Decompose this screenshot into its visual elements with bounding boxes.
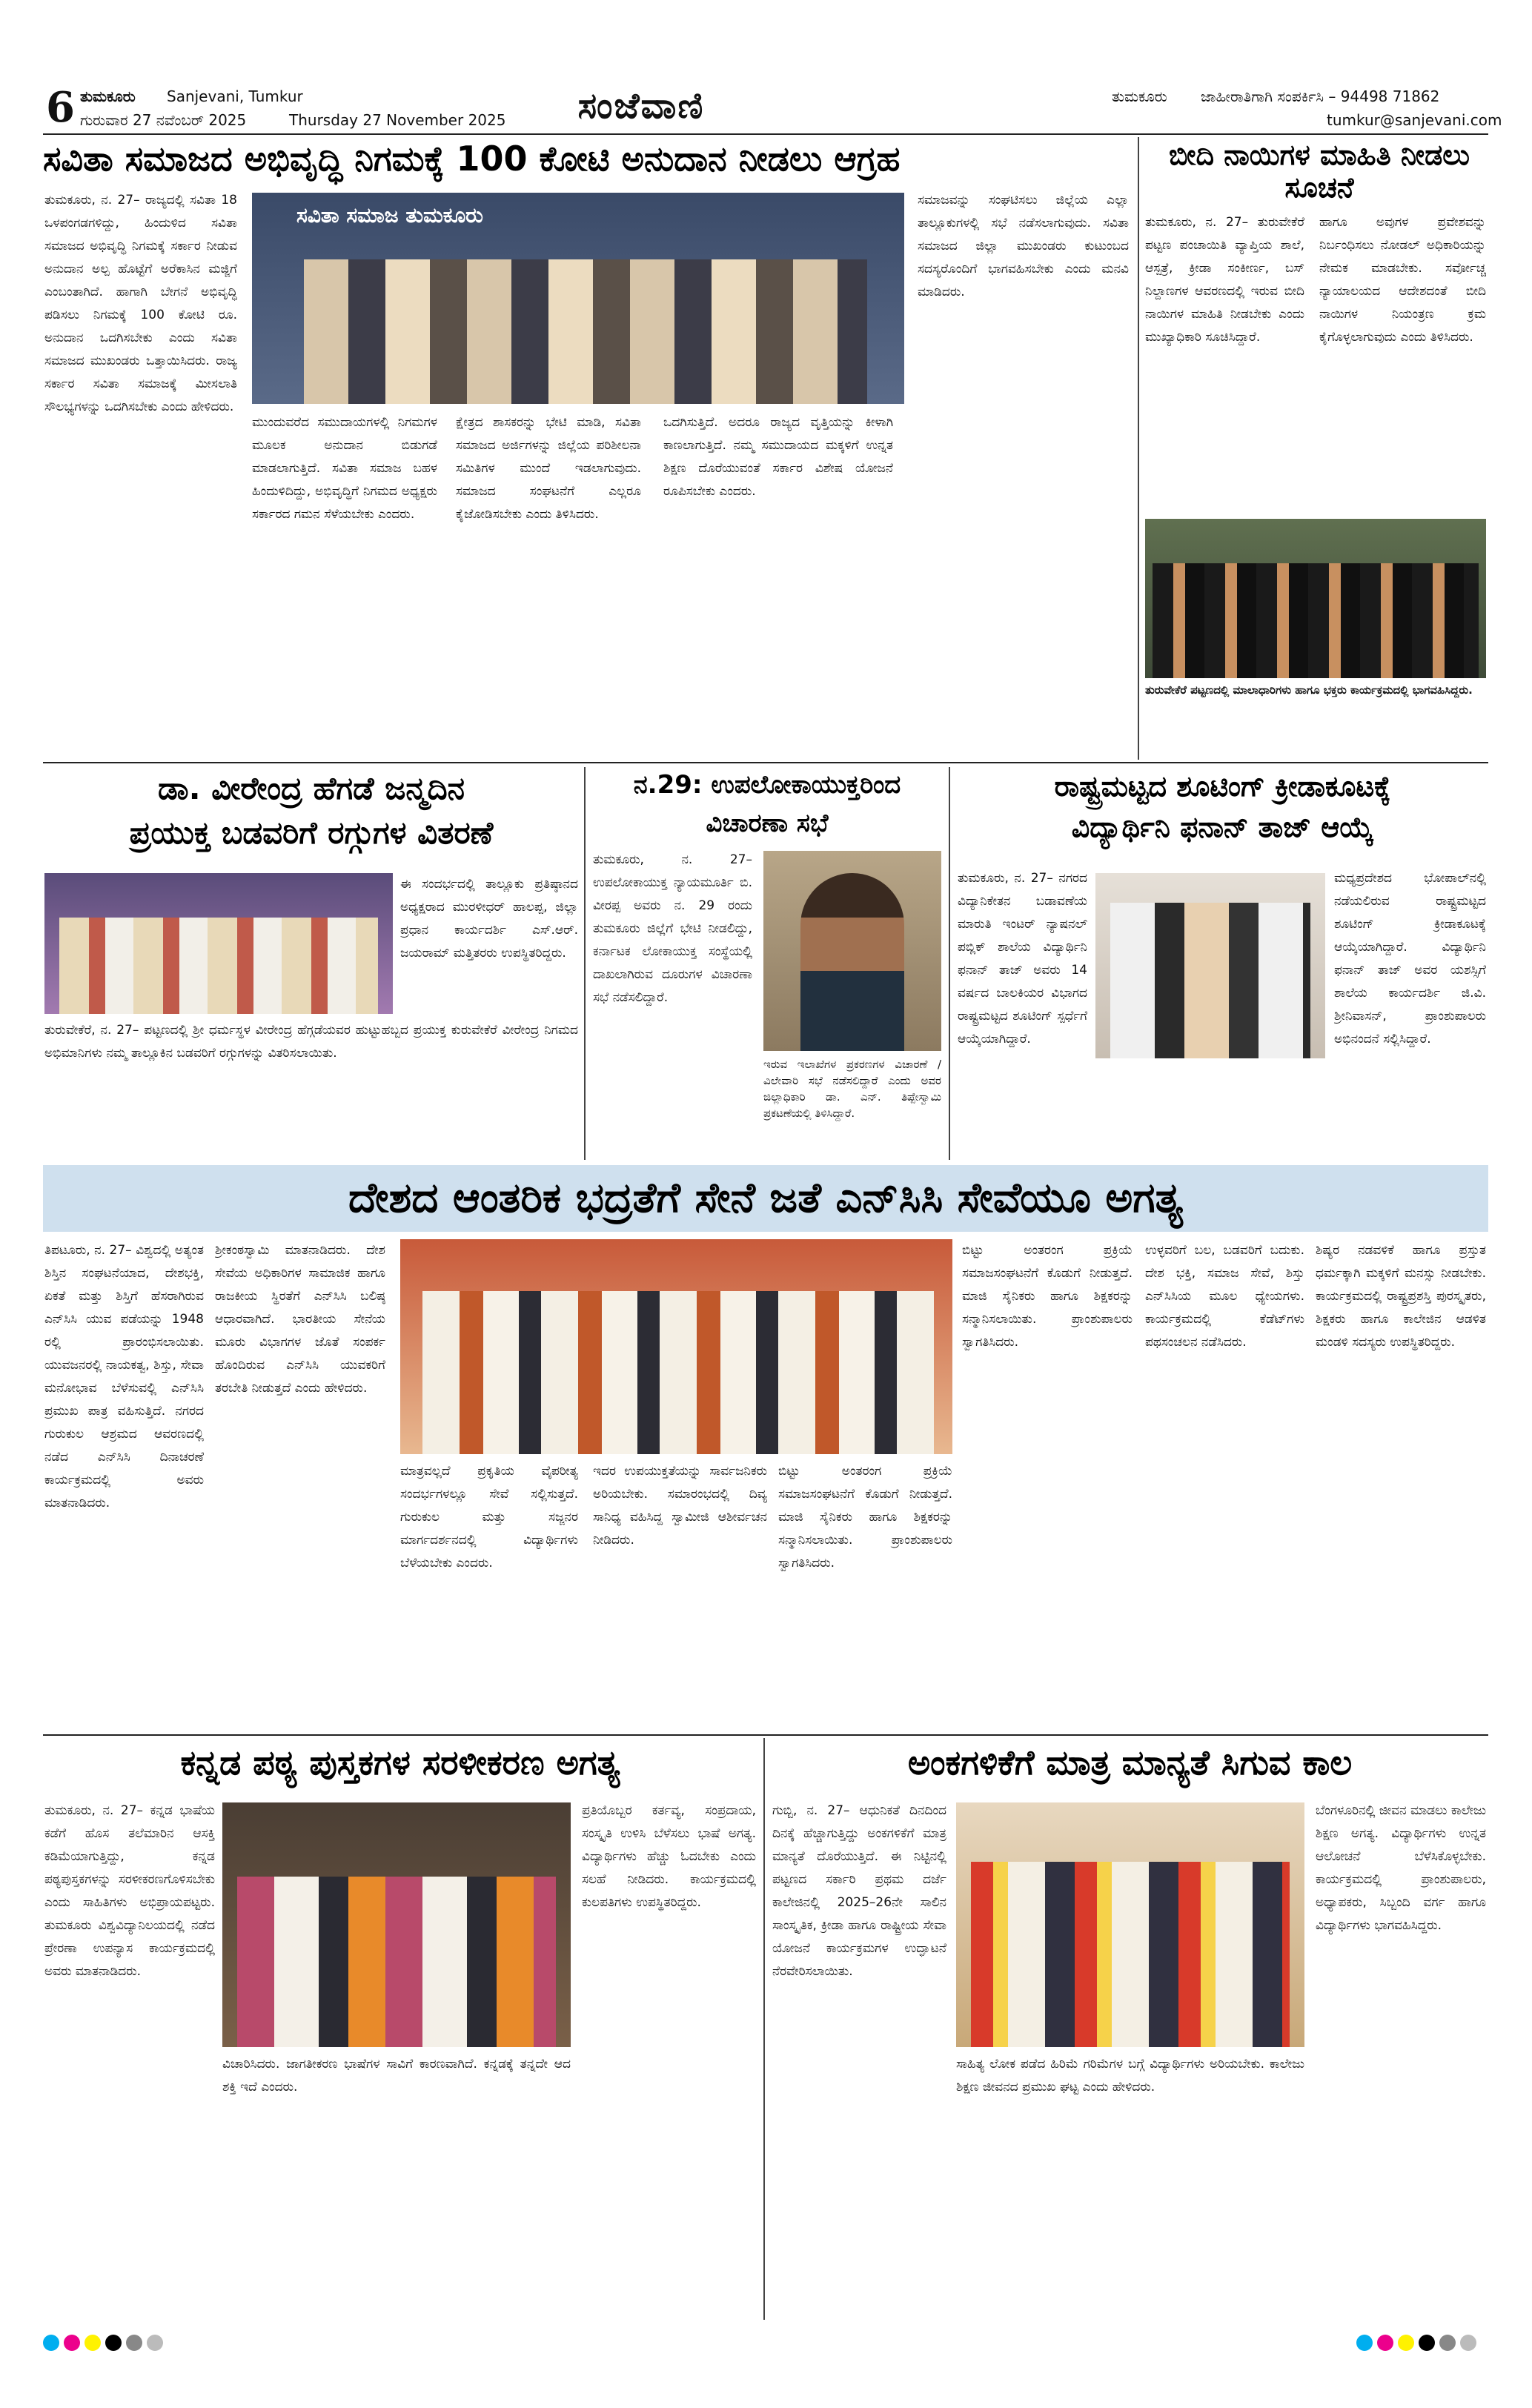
ncc-headline: ದೇಶದ ಆಂತರಿಕ ಭದ್ರತೆಗೆ ಸೇನೆ ಜತೆ ಎನ್‌ಸಿಸಿ ಸೇವೆಯೂ ಅಗತ್ಯ (348, 1173, 1183, 1222)
ncc-col5: ಬಿಟ್ಟು ಅಂತರಂಗ ಪ್ರಕ್ರಿಯೆ ಸಮಾಜಸಂಘಟನೆಗೆ ಕೊಡುಗೆ ನೀಡುತ್ತದೆ. ಮಾಜಿ ಸೈನಿಕರು ಹಾಗೂ ಶಿಕ್ಷಕರನ್ನು ಸನ್ಮಾನಿಸಲಾಯಿತು. ಪ್ರಾಂಶುಪಾಲರು ಸ್ವಾಗತಿಸಿದರು. (778, 1464, 952, 1570)
dogs-col1: ತುಮಕೂರು, ನ. 27– ತುರುವೇಕೆರೆ ಪಟ್ಟಣ ಪಂಚಾಯಿತಿ ವ್ಯಾಪ್ತಿಯ ಶಾಲೆ, ಆಸ್ಪತ್ರೆ, ಕ್ರೀಡಾ ಸಂಕೀರ್ಣ, ಬಸ್ ನಿಲ್ದಾಣಗಳ ಆವರಣದಲ್ಲಿ ಇರುವ ಬೀದಿ ನಾಯಿಗಳ ಮಾಹಿತಿ ನೀಡಬೇಕು ಎಂದು ಮುಖ್ಯಾಧಿಕಾರಿ ಸೂಚಿಸಿದ್ದಾರೆ. (1145, 215, 1304, 345)
ncc-photo-people (422, 1291, 934, 1454)
ncc-col1: ತಿಪಟೂರು, ನ. 27– ವಿಶ್ವದಲ್ಲಿ ಅತ್ಯಂತ ಶಿಸ್ತಿನ ಸಂಘಟನೆಯಾದ, ದೇಶಭಕ್ತಿ, ಏಕತೆ ಮತ್ತು ಶಿಸ್ತಿಗೆ ಹೆಸರಾಗಿರುವ ಎನ್‌ಸಿಸಿ ಯುವ ಪಡೆಯನ್ನು 1948 ರಲ್ಲಿ ಪ್ರಾರಂಭಿಸಲಾಯಿತು. ಯುವಜನರಲ್ಲಿ ನಾಯಕತ್ವ, ಶಿಸ್ತು, ಸೇವಾ ಮನೋಭಾವ ಬೆಳೆಸುವಲ್ಲಿ ಎನ್‌ಸಿಸಿ ಪ್ರಮುಖ ಪಾತ್ರ ವಹಿಸುತ್ತಿದೆ. ನಗರದ ಗುರುಕುಲ ಆಶ್ರಮದ ಆವರಣದಲ್ಲಿ ನಡೆದ ಎನ್‌ಸಿಸಿ ದಿನಾಚರಣೆ ಕಾರ್ಯಕ್ರಮದಲ್ಲಿ ಅವರು ಮಾತನಾಡಿದರು. (44, 1243, 204, 1510)
savita-col1: ತುಮಕೂರು, ನ. 27– ರಾಜ್ಯದಲ್ಲಿ ಸವಿತಾ 18 ಒಳಪಂಗಡಗಳಿದ್ದು, ಹಿಂದುಳಿದ ಸವಿತಾ ಸಮಾಜದ ಅಭಿವೃದ್ಧಿ ನಿಗಮಕ್ಕೆ ಸರ್ಕಾರ ನೀಡುವ ಅನುದಾನ ಅಲ್ಪ ಹೊಟ್ಟೆಗೆ ಅರೆಕಾಸಿನ ಮಜ್ಜಿಗೆ ಎಂಬಂತಾಗಿದೆ. ಹಾಗಾಗಿ ಬೇಗನೆ ಅಭಿವೃದ್ಧಿ ಪಡಿಸಲು ನಿಗಮಕ್ಕೆ 100 ಕೋಟಿ ರೂ. ಅನುದಾನ ಒದಗಿಸಬೇಕು ಎಂದು ಸವಿತಾ ಸಮಾಜದ ಮುಖಂಡರು ಒತ್ತಾಯಿಸಿದರು. ರಾಜ್ಯ ಸರ್ಕಾರ ಸವಿತಾ ಸಮಾಜಕ್ಕೆ ಮೀಸಲಾತಿ ಸೌಲಭ್ಯಗಳನ್ನು ಒದಗಿಸಬೇಕು ಎಂದು ಹೇಳಿದರು. (44, 193, 237, 414)
registration-marks-right (1356, 2335, 1481, 2354)
reg-dot-yellow (84, 2335, 101, 2351)
hegde-headline-line2: ಪ್ರಯುಕ್ತ ಬಡವರಿಗೆ ರಗ್ಗುಗಳ ವಿತರಣೆ (129, 815, 494, 851)
textbooks-col1: ತುಮಕೂರು, ನ. 27– ಕನ್ನಡ ಭಾಷೆಯ ಕಡೆಗೆ ಹೊಸ ತಲೆಮಾರಿನ ಆಸಕ್ತಿ ಕಡಿಮೆಯಾಗುತ್ತಿದ್ದು, ಕನ್ನಡ ಪಠ್ಯಪುಸ್ತಕಗಳನ್ನು ಸರಳೀಕರಣಗೊಳಿಸಬೇಕು ಎಂದು ಸಾಹಿತಿಗಳು ಅಭಿಪ್ರಾಯಪಟ್ಟರು. ತುಮಕೂರು ವಿಶ್ವವಿದ್ಯಾನಿಲಯದಲ್ಲಿ ನಡೆದ ಪ್ರೇರಣಾ ಉಪನ್ಯಾಸ ಕಾರ್ಯಕ್ರಮದಲ್ಲಿ ಅವರು ಮಾತನಾಡಿದರು. (44, 1803, 215, 1979)
reg-dot-lightgrey (147, 2335, 163, 2351)
upa-headline-line1: ನ.29: ಉಪಲೋಕಾಯುಕ್ತರಿಂದ (633, 770, 901, 800)
savita-col4: ಒದಗಿಸುತ್ತಿದೆ. ಅದರೂ ರಾಜ್ಯದ ವೃತ್ತಿಯನ್ನು ಕೀಳಾಗಿ ಕಾಣಲಾಗುತ್ತಿದೆ. ನಮ್ಮ ಸಮುದಾಯದ ಮಕ್ಕಳಿಗೆ ಉನ್ನತ ಶಿಕ್ಷಣ ದೊರೆಯುವಂತೆ ಸರ್ಕಾರ ವಿಶೇಷ ಯೋಜನೆ ರೂಪಿಸಬೇಕು ಎಂದರು. (663, 415, 893, 499)
marks-col1: ಗುಬ್ಬಿ, ನ. 27– ಆಧುನಿಕತೆ ದಿನದಿಂದ ದಿನಕ್ಕೆ ಹೆಚ್ಚಾಗುತ್ತಿದ್ದು ಅಂಕಗಳಿಕೆಗೆ ಮಾತ್ರ ಮಾನ್ಯತೆ ದೊರೆಯುತ್ತಿದೆ. ಈ ನಿಟ್ಟಿನಲ್ಲಿ ಪಟ್ಟಣದ ಸರ್ಕಾರಿ ಪ್ರಥಮ ದರ್ಜೆ ಕಾಲೇಜಿನಲ್ಲಿ 2025–26ನೇ ಸಾಲಿನ ಸಾಂಸ್ಕೃತಿಕ, ಕ್ರೀಡಾ ಹಾಗೂ ರಾಷ್ಟ್ರೀಯ ಸೇವಾ ಯೋಜನೆ ಕಾರ್ಯಕ್ರಮಗಳ ಉದ್ಘಾಟನೆ ನೆರವೇರಿಸಲಾಯಿತು. (772, 1803, 946, 1979)
upa-photo (763, 851, 941, 1051)
hegde-body: ತುರುವೇಕೆರೆ, ನ. 27– ಪಟ್ಟಣದಲ್ಲಿ ಶ್ರೀ ಧರ್ಮಸ್ಥಳ ವೀರೇಂದ್ರ ಹೆಗ್ಗಡೆಯವರ ಹುಟ್ಟುಹಬ್ಬದ ಪ್ರಯುಕ್ತ ಕುರುವೇಕೆರೆ ವೀರೇಂದ್ರ ನಿಗಮದ ಅಭಿಮಾನಿಗಳು ನಮ್ಮ ತಾಲ್ಲೂಕಿನ ಬಡವರಿಗೆ ರಗ್ಗುಗಳನ್ನು ವಿತರಿಸಲಾಯಿತು. (44, 1023, 578, 1061)
reg-dot-magenta (64, 2335, 80, 2351)
reg-dot-cyan (43, 2335, 59, 2351)
savita-col3: ಕ್ಷೇತ್ರದ ಶಾಸಕರನ್ನು ಭೇಟಿ ಮಾಡಿ, ಸವಿತಾ ಸಮಾಜದ ಅರ್ಜಿಗಳನ್ನು ಜಿಲ್ಲೆಯ ಪರಿಶೀಲನಾ ಸಮಿತಿಗಳ ಮುಂದೆ ಇಡಲಾಗುವುದು. ಸಮಾಜದ ಸಂಘಟನೆಗೆ ಎಲ್ಲರೂ ಕೈಜೋಡಿಸಬೇಕು ಎಂದು ತಿಳಿಸಿದರು. (456, 415, 641, 522)
divider-hegde-upa (584, 767, 586, 1160)
savita-col2: ಮುಂದುವರೆದ ಸಮುದಾಯಗಳಲ್ಲಿ ನಿಗಮಗಳ ಮೂಲಕ ಅನುದಾನ ಬಿಡುಗಡೆ ಮಾಡಲಾಗುತ್ತಿದೆ. ಸವಿತಾ ಸಮಾಜ ಬಹಳ ಹಿಂದುಳಿದಿದ್ದು, ಅಭಿವೃದ್ಧಿಗೆ ನಿಗಮದ ಅಧ್ಯಕ್ಷರು ಸರ್ಕಾರದ ಗಮನ ಸೆಳೆಯಬೇಕು ಎಂದರು. (252, 415, 437, 522)
divider-savita-dogs (1138, 137, 1139, 760)
ncc-col6: ಉಳ್ಳವರಿಗೆ ಬಲ, ಬಡವರಿಗೆ ಬದುಕು. ದೇಶ ಭಕ್ತಿ, ಸಮಾಜ ಸೇವೆ, ಶಿಸ್ತು ಎನ್‌ಸಿಸಿಯ ಮೂಲ ಧ್ಯೇಯಗಳು. ಕಾರ್ಯಕ್ರಮದಲ್ಲಿ ಕೆಡೆಟ್‌ಗಳು ಪಥಸಂಚಲನ ನಡೆಸಿದರು. (1145, 1243, 1304, 1350)
textbooks-photo (222, 1802, 571, 2047)
ad-contact: ಜಾಹೀರಾತಿಗಾಗಿ ಸಂಪರ್ಕಿಸಿ – 94498 71862 (1201, 87, 1440, 105)
masthead-rule (43, 133, 1488, 135)
dogs-col2: ಹಾಗೂ ಅವುಗಳ ಪ್ರವೇಶವನ್ನು ನಿರ್ಬಂಧಿಸಲು ನೋಡಲ್ ಅಧಿಕಾರಿಯನ್ನು ನೇಮಕ ಮಾಡಬೇಕು. ಸರ್ವೋಚ್ಚ ನ್ಯಾಯಾಲಯದ ಆದೇಶದಂತೆ ಬೀದಿ ನಾಯಿಗಳ ನಿಯಂತ್ರಣ ಕ್ರಮ ಕೈಗೊಳ್ಳಲಾಗುವುದು ಎಂದು ತಿಳಿಸಿದರು. (1319, 215, 1486, 345)
hegde-col-right: ಈ ಸಂದರ್ಭದಲ್ಲಿ ತಾಲ್ಲೂಕು ಪ್ರತಿಷ್ಠಾನದ ಅಧ್ಯಕ್ಷರಾದ ಮುರಳೀಧರ್ ಹಾಲಪ್ಪ, ಜಿಲ್ಲಾ ಪ್ರಧಾನ ಕಾರ್ಯದರ್ಶಿ ಎಸ್.ಆರ್. ಜಯರಾಮ್ ಮತ್ತಿತರರು ಉಪಸ್ಥಿತರಿದ್ದರು. (400, 877, 578, 961)
upa-body: ತುಮಕೂರು, ನ. 27– ಉಪಲೋಕಾಯುಕ್ತ ನ್ಯಾಯಮೂರ್ತಿ ಬಿ. ವೀರಪ್ಪ ಅವರು ನ. 29 ರಂದು ತುಮಕೂರು ಜಿಲ್ಲೆಗೆ ಭೇಟಿ ನೀಡಲಿದ್ದು, ಕರ್ನಾಟಕ ಲೋಕಾಯುಕ್ತ ಸಂಸ್ಥೆಯಲ್ಲಿ ದಾಖಲಾಗಿರುವ ದೂರುಗಳ ವಿಚಾರಣಾ ಸಭೆ ನಡೆಸಲಿದ್ದಾರೆ. (593, 852, 752, 1005)
textbooks-headline: ಕನ್ನಡ ಪಠ್ಯ ಪುಸ್ತಕಗಳ ಸರಳೀಕರಣ ಅಗತ್ಯ (180, 1742, 620, 1782)
masthead-right-city: ತುಮಕೂರು (1112, 87, 1167, 105)
dogs-photo (1145, 519, 1486, 678)
reg-dot-cyan (1356, 2335, 1373, 2351)
reg-dot-lightgrey (1460, 2335, 1476, 2351)
dogs-caption: ತುರುವೇಕೆರೆ ಪಟ್ಟಣದಲ್ಲಿ ಮಾಲಾಧಾರಿಗಳು ಹಾಗೂ ಭಕ್ತರು ಕಾರ್ಯಕ್ರಮದಲ್ಲಿ ಭಾಗವಹಿಸಿದ್ದರು. (1145, 683, 1473, 697)
shooting-headline-line2: ವಿದ್ಯಾರ್ಥಿನಿ ಫನಾನ್ ತಾಜ್ ಆಯ್ಕೆ (1071, 811, 1374, 843)
marks-col3: ಬೆಂಗಳೂರಿನಲ್ಲಿ ಜೀವನ ಮಾಡಲು ಕಾಲೇಜು ಶಿಕ್ಷಣ ಅಗತ್ಯ. ವಿದ್ಯಾರ್ಥಿಗಳು ಉನ್ನತ ಆಲೋಚನೆ ಬೆಳೆಸಿಕೊಳ್ಳಬೇಕು. ಕಾರ್ಯಕ್ರಮದಲ್ಲಿ ಪ್ರಾಂಶುಪಾಲರು, ಅಧ್ಯಾಪಕರು, ಸಿಬ್ಬಂದಿ ವರ್ಗ ಹಾಗೂ ವಿದ್ಯಾರ್ಥಿಗಳು ಭಾಗವಹಿಸಿದ್ದರು. (1316, 1803, 1486, 1933)
divider-upa-shooting (949, 767, 950, 1160)
contact-email: tumkur@sanjevani.com (1327, 111, 1502, 129)
newspaper-logo (519, 80, 763, 132)
hegde-headline-line1: ಡಾ. ವೀರೇಂದ್ರ ಹೆಗಡೆ ಜನ್ಮದಿನ (158, 770, 465, 806)
textbooks-photo-people (237, 1877, 556, 2047)
upa-headline-line2: ವಿಚಾರಣಾ ಸಭೆ (706, 809, 829, 838)
ncc-col3: ಮಾತ್ರವಲ್ಲದೆ ಪ್ರಕೃತಿಯ ವೈಪರೀತ್ಯ ಸಂದರ್ಭಗಳಲ್ಲೂ ಸೇವೆ ಸಲ್ಲಿಸುತ್ತದೆ. ಗುರುಕುಲ ಮತ್ತು ಸಜ್ಜನರ ಮಾರ್ಗದರ್ಶನದಲ್ಲಿ ವಿದ್ಯಾರ್ಥಿಗಳು ಬೆಳೆಯಬೇಕು ಎಂದರು. (400, 1464, 578, 1570)
marks-col2: ಸಾಹಿತ್ಯ ಲೋಕ ಪಡೆದ ಹಿರಿಮೆ ಗರಿಮೆಗಳ ಬಗ್ಗೆ ವಿದ್ಯಾರ್ಥಿಗಳು ಅರಿಯಬೇಕು. ಕಾಲೇಜು ಶಿಕ್ಷಣ ಜೀವನದ ಪ್ರಮುಖ ಘಟ್ಟ ಎಂದು ಹೇಳಿದರು. (956, 2057, 1304, 2094)
ncc-headline-band (43, 1165, 1488, 1232)
ncc-col5-top: ಬಿಟ್ಟು ಅಂತರಂಗ ಪ್ರಕ್ರಿಯೆ ಸಮಾಜಸಂಘಟನೆಗೆ ಕೊಡುಗೆ ನೀಡುತ್ತದೆ. ಮಾಜಿ ಸೈನಿಕರು ಹಾಗೂ ಶಿಕ್ಷಕರನ್ನು ಸನ್ಮಾನಿಸಲಾಯಿತು. ಪ್ರಾಂಶುಪಾಲರು ಸ್ವಾಗತಿಸಿದರು. (962, 1243, 1133, 1350)
savita-photo-banner: ಸವಿತಾ ಸಮಾಜ ತುಮಕೂರು (296, 203, 483, 228)
ncc-col2: ಶ್ರೀಕಂಠಸ್ವಾಮಿ ಮಾತನಾಡಿದರು. ದೇಶ ಸೇವೆಯ ಅಧಿಕಾರಿಗಳ ಸಾಮಾಜಿಕ ಹಾಗೂ ರಾಜಕೀಯ ಸ್ಥಿರತೆಗೆ ಎನ್‌ಸಿಸಿ ಬಲಿಷ್ಠ ಆಧಾರವಾಗಿದೆ. ಭಾರತೀಯ ಸೇನೆಯ ಮೂರು ವಿಭಾಗಗಳ ಜೊತೆ ಸಂಪರ್ಕ ಹೊಂದಿರುವ ಎನ್‌ಸಿಸಿ ಯುವಕರಿಗೆ ತರಬೇತಿ ನೀಡುತ್ತದೆ ಎಂದು ಹೇಳಿದರು. (215, 1243, 385, 1396)
reg-dot-yellow (1398, 2335, 1414, 2351)
upa-portrait (800, 873, 904, 1051)
reg-dot-black (105, 2335, 122, 2351)
masthead-date-en: Thursday 27 November 2025 (289, 111, 506, 129)
marks-photo (956, 1802, 1304, 2047)
marks-photo-people (971, 1862, 1290, 2047)
masthead-city: ತುಮಕೂರು (80, 87, 136, 105)
rule-after-ncc (43, 1734, 1488, 1736)
registration-marks-left (43, 2335, 168, 2354)
upa-caption: ಇರುವ ಇಲಾಖೆಗಳ ಪ್ರಕರಣಗಳ ವಿಚಾರಣೆ / ವಿಲೇವಾರಿ ಸಭೆ ನಡೆಸಲಿದ್ದಾರೆ ಎಂದು ಅವರ ಜಿಲ್ಲಾಧಿಕಾರಿ ಡಾ. ಎನ್. ತಿಪ್ಪೇಸ್ವಾಮಿ ಪ್ರಕಟಣೆಯಲ್ಲಿ ತಿಳಿಸಿದ್ದಾರೆ. (763, 1058, 941, 1120)
rule-after-top (43, 762, 1488, 763)
shooting-col-right: ಮಧ್ಯಪ್ರದೇಶದ ಭೋಪಾಲ್‌ನಲ್ಲಿ ನಡೆಯಲಿರುವ ರಾಷ್ಟ್ರಮಟ್ಟದ ಶೂಟಿಂಗ್ ಕ್ರೀಡಾಕೂಟಕ್ಕೆ ಆಯ್ಕೆಯಾಗಿದ್ದಾರೆ. ವಿದ್ಯಾರ್ಥಿನಿ ಫನಾನ್ ತಾಜ್ ಅವರ ಯಶಸ್ಸಿಗೆ ಶಾಲೆಯ ಕಾರ್ಯದರ್ಶಿ ಜಿ.ವಿ. ಶ್ರೀನಿವಾಸನ್, ಪ್ರಾಂಶುಪಾಲರು ಅಭಿನಂದನೆ ಸಲ್ಲಿಸಿದ್ದಾರೆ. (1334, 871, 1486, 1047)
reg-dot-grey (1439, 2335, 1456, 2351)
ncc-col7: ಶಿಷ್ಯರ ನಡವಳಿಕೆ ಹಾಗೂ ಪ್ರಸ್ತುತ ಧರ್ಮಕ್ಕಾಗಿ ಮಕ್ಕಳಿಗೆ ಮನಸ್ಸು ನೀಡಬೇಕು. ಕಾರ್ಯಕ್ರಮದಲ್ಲಿ ರಾಷ್ಟ್ರಪ್ರಶಸ್ತಿ ಪುರಸ್ಕೃತರು, ಶಿಕ್ಷಕರು ಹಾಗೂ ಕಾಲೇಜಿನ ಆಡಳಿತ ಮಂಡಳಿ ಸದಸ್ಯರು ಉಪಸ್ಥಿತರಿದ್ದರು. (1316, 1243, 1486, 1350)
shooting-photo (1095, 873, 1325, 1058)
masthead-date-kn: ಗುರುವಾರ 27 ನವೆಂಬರ್ 2025 (80, 111, 247, 129)
reg-dot-magenta (1377, 2335, 1393, 2351)
savita-headline: ಸವಿತಾ ಸಮಾಜದ ಅಭಿವೃದ್ಧಿ ನಿಗಮಕ್ಕೆ 100 ಕೋಟಿ ಅನುದಾನ ನೀಡಲು ಆಗ್ರಹ (43, 139, 901, 179)
dogs-headline: ಬೀದಿ ನಾಯಿಗಳ ಮಾಹಿತಿ ನೀಡಲು ಸೂಚನೆ (1168, 139, 1470, 204)
hegde-photo-people (59, 918, 378, 1014)
logo-text: ಸಂಜೆವಾಣಿ (577, 84, 705, 127)
page-number: 6 (46, 83, 75, 132)
masthead-publication: Sanjevani, Tumkur (167, 87, 303, 105)
divider-textbooks-marks (763, 1738, 765, 2320)
ncc-photo (400, 1239, 952, 1454)
savita-photo (252, 193, 904, 404)
textbooks-col3: ಪ್ರತಿಯೊಬ್ಬರ ಕರ್ತವ್ಯ, ಸಂಪ್ರದಾಯ, ಸಂಸ್ಕೃತಿ ಉಳಿಸಿ ಬೆಳೆಸಲು ಭಾಷೆ ಅಗತ್ಯ. ವಿದ್ಯಾರ್ಥಿಗಳು ಹೆಚ್ಚು ಓದಬೇಕು ಎಂದು ಸಲಹೆ ನೀಡಿದರು. ಕಾರ್ಯಕ್ರಮದಲ್ಲಿ ಕುಲಪತಿಗಳು ಉಪಸ್ಥಿತರಿದ್ದರು. (582, 1803, 756, 1910)
textbooks-col2: ವಿಚಾರಿಸಿದರು. ಜಾಗತೀಕರಣ ಭಾಷೆಗಳ ಸಾವಿಗೆ ಕಾರಣವಾಗಿದೆ. ಕನ್ನಡಕ್ಕೆ ತನ್ನದೇ ಆದ ಶಕ್ತಿ ಇದೆ ಎಂದರು. (222, 2057, 571, 2094)
savita-photo-people (304, 259, 867, 404)
marks-headline: ಅಂಕಗಳಿಕೆಗೆ ಮಾತ್ರ ಮಾನ್ಯತೆ ಸಿಗುವ ಕಾಲ (907, 1742, 1353, 1782)
dogs-photo-people (1153, 563, 1479, 678)
ncc-col4: ಇದರ ಉಪಯುಕ್ತತೆಯನ್ನು ಸಾರ್ವಜನಿಕರು ಅರಿಯಬೇಕು. ಸಮಾರಂಭದಲ್ಲಿ ದಿವ್ಯ ಸಾನಿಧ್ಯ ವಹಿಸಿದ್ದ ಸ್ವಾಮೀಜಿ ಆಶೀರ್ವಚನ ನೀಡಿದರು. (593, 1464, 767, 1548)
shooting-photo-people (1110, 903, 1310, 1058)
savita-col5: ಸಮಾಜವನ್ನು ಸಂಘಟಿಸಲು ಜಿಲ್ಲೆಯ ಎಲ್ಲಾ ತಾಲ್ಲೂಕುಗಳಲ್ಲಿ ಸಭೆ ನಡೆಸಲಾಗುವುದು. ಸವಿತಾ ಸಮಾಜದ ಜಿಲ್ಲಾ ಮುಖಂಡರು ಕುಟುಂಬದ ಸದಸ್ಯರೊಂದಿಗೆ ಭಾಗವಹಿಸಬೇಕು ಎಂದು ಮನವಿ ಮಾಡಿದರು. (918, 193, 1129, 299)
shooting-body: ತುಮಕೂರು, ನ. 27– ನಗರದ ವಿದ್ಯಾನಿಕೇತನ ಬಡಾವಣೆಯ ಮಾರುತಿ ಇಂಟರ್ ನ್ಯಾಷನಲ್ ಪಬ್ಲಿಕ್ ಶಾಲೆಯ ವಿದ್ಯಾರ್ಥಿನಿ ಫನಾನ್ ತಾಜ್ ಅವರು 14 ವರ್ಷದ ಬಾಲಕಿಯರ ವಿಭಾಗದ ರಾಷ್ಟ್ರಮಟ್ಟದ ಶೂಟಿಂಗ್ ಸ್ಪರ್ಧೆಗೆ ಆಯ್ಕೆಯಾಗಿದ್ದಾರೆ. (958, 871, 1087, 1047)
shooting-headline-line1: ರಾಷ್ಟ್ರಮಟ್ಟದ ಶೂಟಿಂಗ್ ಕ್ರೀಡಾಕೂಟಕ್ಕೆ (1054, 770, 1391, 803)
hegde-photo (44, 873, 393, 1014)
reg-dot-black (1419, 2335, 1435, 2351)
reg-dot-grey (126, 2335, 142, 2351)
